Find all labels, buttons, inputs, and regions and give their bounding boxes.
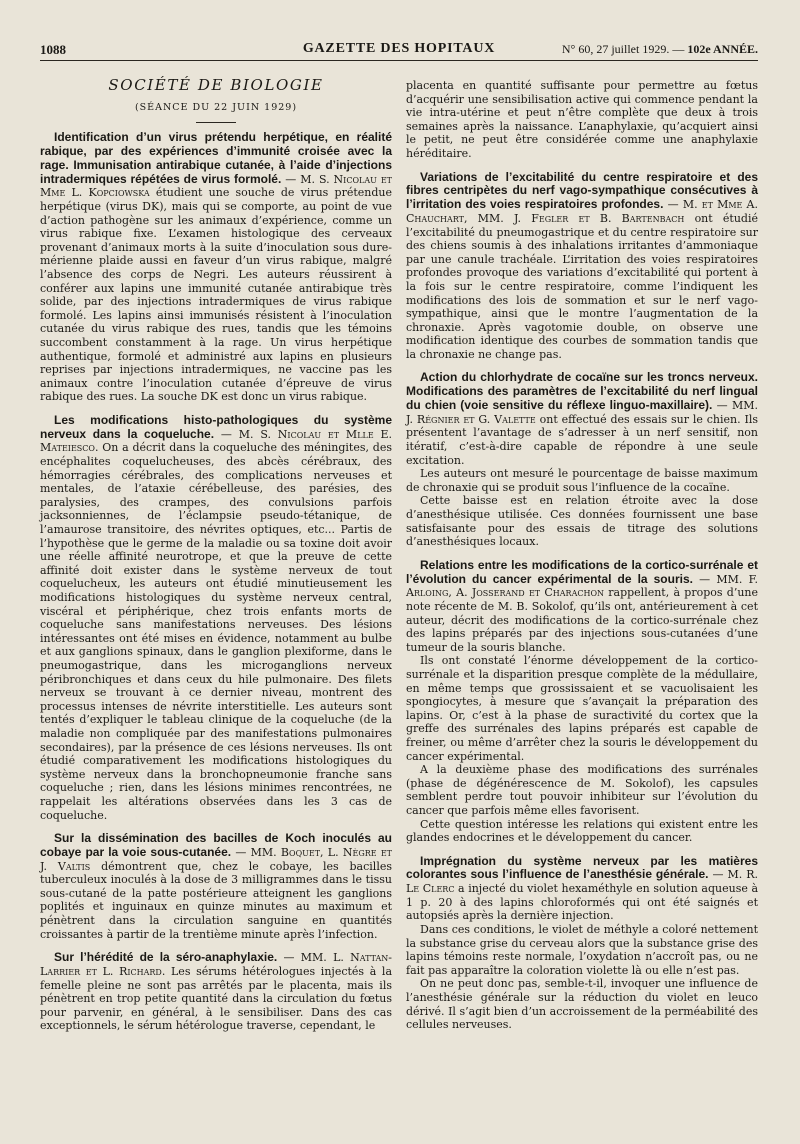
article-text: démontrent que, chez le cobaye, les bacilles tuberculeux inoculés à la dose de 3 milligrammes dans le tissu sous-cutané de la patte postérieure atteignent les ganglions poplités et inguinaux en quinze minutes au maximum et pénètrent dans la circulation sanguine en quantités croissantes à partir de la trentième minute après l’infection. xyxy=(40,859,392,941)
two-column-body xyxy=(40,76,759,1043)
article-authors: — MM. L. Nattan-Larrier et L. Richard. xyxy=(40,951,392,979)
section-title: SOCIÉTÉ DE BIOLOGIE xyxy=(108,76,324,94)
article-paragraph: Les auteurs ont mesuré le pourcentage de baisse maximum de chronaxie qui se produit sous l’influence de la cocaïne. xyxy=(406,467,758,494)
issue-info xyxy=(562,42,758,57)
continuation-text: placenta en quantité suffisante pour permettre au fœtus d’acquérir une sensibilisation active qui commence pendant la vie intra-utérine et peut n’être complète que deux à trois semaines après la naissance. L’anaphylaxie, qu’acquiert ainsi le petit, ne peut être considérée comme une anaphylaxie héréditaire. xyxy=(406,79,758,160)
article-text: Les sérums hétérologues injectés à la femelle pleine ne sont pas arrêtés par le placenta, mais ils pénètrent en trop petite quantité dans la circulation du fœtus pour parvenir, en général, à le sensibiliser. Dans des cas exceptionnels, le sérum hétérologue traverse, cependant, le xyxy=(40,965,392,1033)
article-authors: — MM. J. Régnier et G. Valette xyxy=(406,399,758,426)
article-text: ont effectué des essais sur le chien. Ils présentent l’avantage de s’adresser à un nerf sensitif, non itératif, c’est-à-dire capable de répondre à une seule excitation. xyxy=(406,412,758,467)
page-number: 1088 xyxy=(40,42,66,57)
article-paragraph: On ne peut donc pas, semble-t-il, invoquer une influence de l’anesthésie générale sur la réduction du violet en leuco dérivé. Il s’agit bien d’un accroissement de la perméabilité des cellules nerveuses. xyxy=(406,977,758,1032)
right-column xyxy=(406,79,758,1043)
article xyxy=(40,951,392,1033)
article xyxy=(406,559,758,845)
article xyxy=(406,855,758,1032)
article-authors: — MM. F. Arloing, A. Josserand et Charachon xyxy=(406,572,759,600)
article xyxy=(406,371,758,548)
article-paragraph: Dans ces conditions, le violet de méthyle a coloré nettement la substance grise du cerveau alors que la substance grise des lapins témoins reste normale, l’oxydation n’accroît pas, ou ne fait pas apparaître la coloration violette là ou elle n’est pas. xyxy=(406,923,758,977)
article-authors: — MM. Boquet, L. Nègre et J. Valtis xyxy=(40,845,393,873)
article-authors: — M. et Mme A. Chauchart, MM. J. Fegler et B. Bartenbach xyxy=(406,198,758,225)
divider-rule xyxy=(196,122,236,123)
left-column xyxy=(40,76,393,1043)
article-text: ont étudié l’excitabilité du pneumogastrique et du centre respiratoire sur des chiens soumis à des inhalations irritantes d’ammoniaque par une canule trachéale. L’irritation des voies respiratoires profondes provoque des variations d’excitabilité qui portent à la fois sur le centre respiratoire, comme l’indiquent les modifications des lois de sommation et sur le nerf vago-sympathique, ainsi que le montre l’augmentation de la chronaxie. Après vagotomie double, on observe une modification identique des courbes de sommation tandis que la chronaxie ne change pas. xyxy=(406,211,758,361)
year-label: 102e ANNÉE. xyxy=(687,42,758,56)
article-authors: — M. R. Le Clerc xyxy=(406,868,758,896)
journal-title: GAZETTE DES HOPITAUX xyxy=(302,41,496,56)
article xyxy=(406,171,758,362)
article-paragraph: Cette question intéresse les relations qui existent entre les glandes endocrines et le développement du cancer. xyxy=(406,817,758,845)
article-title: Action du chlorhydrate de cocaïne sur les troncs nerveux. Modifications des paramètres de l’excitabilité du nerf lingual du chien (voie sensitive du réflexe linguo-maxillaire). xyxy=(406,370,758,413)
article-paragraph: A la deuxième phase des modifications des surrénales (phase de dégénérescence de M. Sokolof), les capsules semblent perdre tout pouvoir inhibiteur sur l’évolution du cancer que parfois même elles favorisent. xyxy=(406,763,758,817)
article-continuation xyxy=(406,79,758,161)
article-title: Imprégnation du système nerveux par les matières colorantes sous l’influence de l’anesthésie générale. xyxy=(406,853,758,882)
article-authors: — M. S. Nicolau et Mlle E. Mateiesco. xyxy=(40,427,393,455)
article xyxy=(40,131,392,404)
article-title: Les modifications histo-pathologiques du système nerveux dans la coqueluche. xyxy=(40,412,392,441)
article-title: Sur l’hérédité de la séro-anaphylaxie. xyxy=(54,950,278,965)
article-authors: — M. S. Nicolau et Mme L. Kopciowska xyxy=(40,172,392,200)
article-paragraph: Ils ont constaté l’énorme développement de la cortico-surrénale et la disparition presque complète de la médullaire, en même temps que grossissaient et se vacuolisaient les spongiocytes, à mesure que s’avançait la préparation des lapins. Or, c’est à la phase de suractivité du cortex que la greffe des surrénales des lapins préparés est capable de freiner, ou même d’arrêter chez la souris le développement du cancer expérimental. xyxy=(406,654,758,763)
article-text: étudient une souche de virus prétendue herpétique (virus DK), mais qui se comporte, au point de vue d’action pathogène sur les animaux d’expérience, comme un virus rabique fixe. L’examen histologique des cerveaux provenant d’animaux morts à la suite d’inoculation sous dure-mérienne plaide aussi en faveur d’un virus rabique, malgré l’absence des corps de Negri. Les auteurs réussirent à conférer aux lapins une immunité cutanée antirabique très solide, par des injections intradermiques de virus rabique formolé. Les lapins ainsi immunisés résistent à l’inoculation cutanée du virus rabique des rues, tandis que les témoins succombent constamment à la rage. Un virus herpétique authentique, formolé et administré aux lapins en plusieurs reprises par injections intradermiques, ne vaccine pas les animaux contre l’inoculation cutanée d’épreuve de virus rabique des rues. La souche DK est donc un virus rabique. xyxy=(40,186,392,404)
article-text: rappellent, à propos d’une note récente de M. B. Sokolof, qu’ils ont, antérieurement à cet auteur, décrit des modifications de la cortico-surrénale chez des lapins préparés par des injections sous-cutanées d’une tumeur de la souris blanche. xyxy=(406,586,758,654)
article xyxy=(40,832,392,941)
issue-date: N° 60, 27 juillet 1929. — xyxy=(561,42,685,56)
article xyxy=(40,414,392,822)
article-paragraph: Cette baisse est en relation étroite avec la dose d’anesthésique utilisée. Ces données fournissent une base satisfaisante pour des essais de titrage des solutions d’anesthésiques locaux. xyxy=(406,494,758,549)
article-title: Sur la dissémination des bacilles de Koch inoculés au cobaye par la voie sous-cutanée. xyxy=(40,831,392,859)
article-text: a injecté du violet hexaméthyle en solution aqueuse à 1 p. 20 à des lapins chloroformés qui ont été saignés et autopsiés après la dernière injection. xyxy=(406,882,759,923)
session-date: (SÉANCE DU 22 JUIN 1929) xyxy=(134,101,298,113)
article-text: On a décrit dans la coqueluche des méningites, des encéphalites coquelucheuses, des abcès cérébraux, des hémorragies cérébrales, des complications nerveuses et mentales, de l’ataxie cérébelleuse, des parésies, des paralysies, des crampes, des convulsions parfois jacksonniennes, de l’éclampsie pseudo-tétanique, de l’amaurose transitoire, des névrites optiques, etc... Partis de l’hypothèse que le germe de la maladie ou sa toxine doit avoir une réelle affinité neurotrope, et que la preuve de cette affinité doit exister dans le système nerveux de tout coquelucheux, les auteurs ont étudié minutieusement les modifications histologiques du système nerveux central, viscéral et périphérique, chez trois enfants morts de coqueluche sans manifestations nerveuses. Des lésions intéressantes ont été mises en évidence, notamment au bulbe et aux ganglions spinaux, dans le ganglion plexiforme, dans le pneumogastrique, dans les microganglions nerveux péribronchiques et dans ceux du hile pulmonaire. Des filets nerveux se trouvant à ce dernier niveau, montrent des processus intenses de névrite interstitielle. Les auteurs sont tentés d’expliquer le tableau clinique de la coqueluche (de la maladie non compliquée par des manifestations pulmonaires secondaires), par la présence de ces lésions nerveuses. Ils ont étudié comparativement les modifications histologiques du système nerveux dans la bronchopneumonie franche sans coqueluche ; rien, dans les lésions minimes rencontrées, ne rappelait les altérations observées dans les 3 cas de coqueluche. xyxy=(40,441,392,822)
article-title: Variations de l’excitabilité du centre respiratoire et des fibres centripètes du nerf vago-sympathique consécutives à l’irritation des voies respiratoires profondes. xyxy=(406,169,758,212)
page-header xyxy=(40,34,758,61)
article-title: Identification d’un virus prétendu herpétique, en réalité rabique, par des expériences d’immunité croisée avec la rage. Immunisation antirabique cutanée, à l’aide d’injections intradermiques répétées de virus formolé. xyxy=(40,130,392,186)
article-title: Relations entre les modifications de la cortico-surrénale et l’évolution du cancer expérimental de la souris. xyxy=(406,557,758,586)
